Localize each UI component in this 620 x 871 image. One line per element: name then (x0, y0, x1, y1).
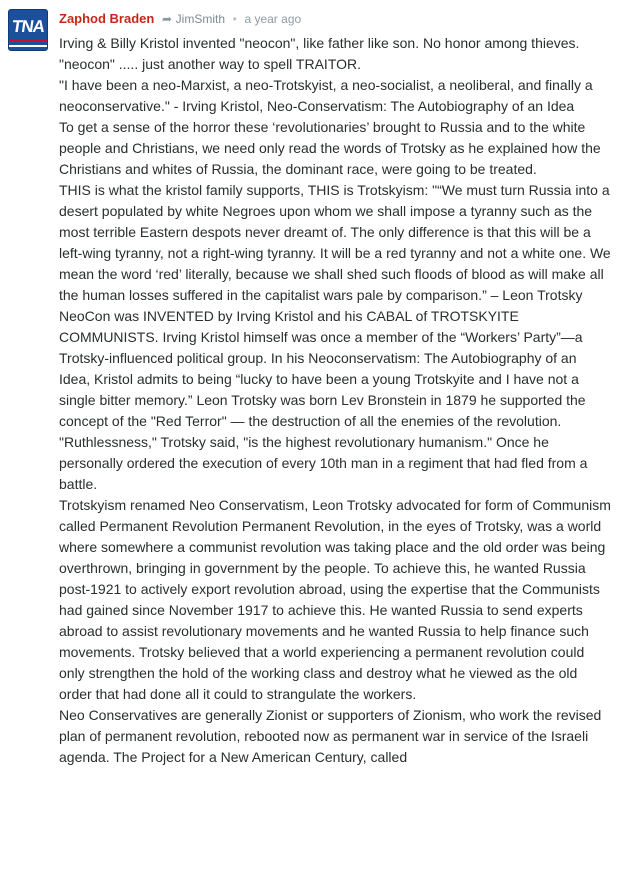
avatar-stripe (9, 39, 47, 42)
meta-separator: • (232, 12, 237, 26)
comment-paragraph: Neo Conservatives are generally Zionist or supporters of Zionism, who work the revised plan of permanent revolution, rebooted now as permanent war in service of the Israeli agenda. The Project for a New American Century, called (59, 707, 602, 765)
reply-to-link[interactable]: JimSmith (175, 12, 225, 26)
author-link[interactable]: Zaphod Braden (59, 11, 155, 26)
comment-paragraph: Trotskyism renamed Neo Conservatism, Leon Trotsky advocated for form of Communism called Permanent Revolution Permanent Revolution, in the eyes of Trotsky, was a world where somewhere a communist revolution was taking place and the old order was being overthrown, bringing in government by the people. To achieve this, he wanted Russia post-1921 to actively export revolution abroad, using the expertise that the Communists had gained since November 1917 to achieve this. He wanted Russia to send experts abroad to assist revolutionary movements and he wanted Russia to help finance such movements. Trotsky believed that a world experiencing a permanent revolution could only strengthen the hold of the working class and destroy what he viewed as the old order that had done all it could to strangulate the workers. (59, 497, 611, 702)
comment-paragraph: "neocon" ..... just another way to spell TRAITOR. (59, 56, 362, 72)
comment-paragraph: NeoCon was INVENTED by Irving Kristol and his CABAL of TROTSKYITE COMMUNISTS. Irving Kristol himself was once a member of the “Workers’ Party”—a Trotsky-influenced political group. In his Neoconservatism: The Autobiography of an Idea, Kristol admits to being “lucky to have been a young Trotskyite and I have not a single bitter memory.” Leon Trotsky was born Lev Bronstein in 1879 he supported the concept of the "Red Terror" — the destruction of all the enemies of the revolution. "Ruthlessness," Trotsky said, "is the highest revolutionary humanism." Once he personally ordered the execution of every 10th man in a regiment that had fled from a battle. (59, 308, 588, 492)
comment-paragraph: To get a sense of the horror these ‘revolutionaries’ brought to Russia and to the white people and Christians, we need only read the words of Trotsky as he explained how the Christians and whites of Russia, the dominant race, were going to be treated. (59, 119, 601, 177)
user-avatar[interactable] (8, 9, 48, 51)
comment-body (59, 33, 611, 768)
reply-arrow-icon: ➦ (161, 12, 173, 26)
avatar-stripe-white (9, 45, 47, 47)
comment-paragraph: "I have been a neo-Marxist, a neo-Trotskyist, a neo-socialist, a neoliberal, and finally a neoconservative." - Irving Kristol, Neo-Conservatism: The Autobiography of an Idea (59, 77, 593, 114)
comment-paragraph: THIS is what the kristol family supports, THIS is Trotskyism: "“We must turn Russia into a desert populated by white Negroes upon whom we shall impose a tyranny such as the most terrible Eastern despots never dreamt of. The only difference is that this will be a left-wing tyranny, not a right-wing tyranny. It will be a red tyranny and not a white one. We mean the word ‘red’ literally, because we shall shed such floods of blood as will make all the human losses suffered in the capitalist wars pale by comparison.” – Leon Trotsky (59, 182, 611, 303)
timestamp-link[interactable]: a year ago (244, 12, 302, 26)
comment-header (59, 9, 611, 29)
tna-logo-icon: TNA (10, 17, 46, 36)
comment-paragraph: Irving & Billy Kristol invented "neocon", like father like son. No honor among thieves. (59, 35, 580, 51)
comment (59, 9, 611, 768)
